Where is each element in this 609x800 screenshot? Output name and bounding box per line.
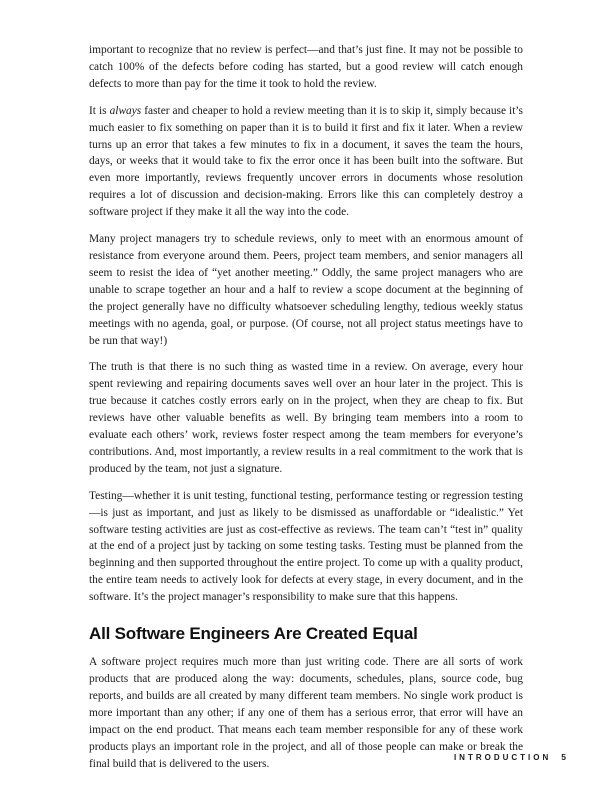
section-heading: All Software Engineers Are Created Equal <box>89 624 418 644</box>
paragraph-resistance: Many project managers try to schedule reviews, only to meet with an enormous amount of resistance from everyone around them. Peers, project team members, and senior managers all seem to resist the idea of “yet another meeting.” Oddly, the same project managers who are unable to scrape together an hour and a half to review a scope document at the beginning of the project generally have no difficulty whatsoever scheduling lengthy, tedious weekly status meetings with no agenda, goal, or purpose. (Of course, not all project status meetings have to be run that way!) <box>89 233 523 347</box>
paragraph-text: faster and cheaper to hold a review meeting than it is to skip it, simply because it’s much easier to fix something on paper than it is to build it first and fix it later. When a review turns up an error that takes a few minutes to fix in a document, it saves the team the hours, days, or weeks that it would take to fix the error once it has been built into the software. But even more importantly, reviews frequently uncover errors in documents whose resolution requires a lot of discussion and decision-making. Errors like this can completely destroy a software project if they make it all the way into the code. <box>89 104 523 219</box>
page-number: 5 <box>561 752 566 762</box>
running-footer-section: INTRODUCTION <box>453 753 552 762</box>
page-footer <box>0 752 566 762</box>
paragraph-wasted-time: The truth is that there is no such thing as wasted time in a review. On average, every hour spent reviewing and repairing documents saves well over an hour later in the project. This is true because it catches costly errors early on in the project, when they are cheap to fix. But reviews have other valuable benefits as well. By bringing team members into a room to evaluate each others’ work, reviews foster respect among the team members for everyone’s contributions. And, most importantly, a review results in a real commitment to the work that is produced by the team, not just a signature. <box>89 361 523 475</box>
body-text <box>89 42 523 782</box>
paragraph-testing: Testing—whether it is unit testing, functional testing, performance testing or regression testing—is just as important, and just as likely to be dismissed as unaffordable or “idealistic.” Yet software testing activities are just as cost-effective as reviews. The team can’t “test in” quality at the end of a project just by tacking on some testing tasks. Testing must be planned from the beginning and then supported throughout the entire project. To come up with a quality product, the entire team needs to actively look for defects at every stage, in every document, and in the software. It’s the project manager’s responsibility to make sure that this happens. <box>89 489 523 604</box>
emphasis-always: always <box>109 104 142 117</box>
paragraph-software-project: A software project requires much more than just writing code. There are all sorts of work products that are produced along the way: documents, schedules, plans, source code, bug reports, and builds are all created by many different team members. No single work product is more important than any other; if any one of them has a serious error, that error will have an impact on the end product. That means each team member responsible for any of these work products plays an important role in the project, and all of those people can make or break the final build that is delivered to the users. <box>89 656 523 770</box>
paragraph-text: It is <box>89 104 110 117</box>
paragraph-review-imperfect: important to recognize that no review is perfect—and that’s just fine. It may not be possible to catch 100% of the defects before coding has started, but a good review will catch enough defects to more than pay for the time it took to hold the review. <box>89 44 523 90</box>
paragraph-review-cheaper <box>89 103 523 221</box>
